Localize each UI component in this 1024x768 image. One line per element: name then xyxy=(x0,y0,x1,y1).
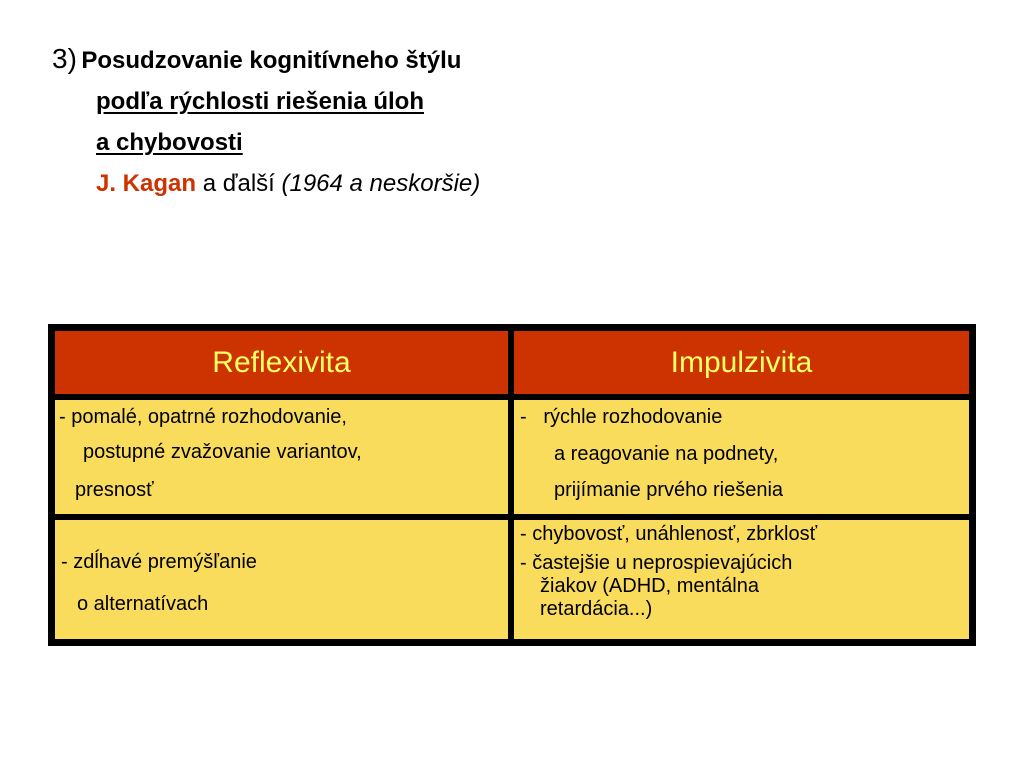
cell-line: presnosť xyxy=(75,479,154,501)
cell-line: retardácia...) xyxy=(540,598,653,620)
heading-author: J. Kagan xyxy=(96,170,197,197)
cell-line: o alternatívach xyxy=(77,593,209,615)
column-header-reflexivita: Reflexivita xyxy=(55,331,508,394)
cell-line: a reagovanie na podnety, xyxy=(554,443,779,465)
heading-line-3 xyxy=(52,124,480,165)
table-cell-reflexivita-1 xyxy=(55,400,508,514)
cell-line: - rýchle rozhodovanie xyxy=(520,406,723,428)
slide-heading xyxy=(52,40,480,206)
table-cell-impulzivita-2 xyxy=(514,520,969,639)
heading-years: (1964 a neskoršie) xyxy=(281,170,481,197)
heading-line-2 xyxy=(52,83,480,124)
cell-line: - zdĺhavé premýšľanie xyxy=(61,551,257,573)
cell-line: - pomalé, opatrné rozhodovanie, xyxy=(59,406,347,428)
cell-line: postupné zvažovanie variantov, xyxy=(83,441,362,463)
heading-line-1 xyxy=(52,40,480,83)
table-cell-impulzivita-1 xyxy=(514,400,969,514)
heading-line-4 xyxy=(52,165,480,206)
cell-line: - chybovosť, unáhlenosť, zbrklosť xyxy=(520,523,818,545)
table-cell-reflexivita-2 xyxy=(55,520,508,639)
heading-subtitle-1: podľa rýchlosti riešenia úloh xyxy=(96,88,424,115)
cell-line: - častejšie u neprospievajúcich xyxy=(520,552,793,574)
cell-line: prijímanie prvého riešenia xyxy=(554,479,784,501)
cell-line: žiakov (ADHD, mentálna xyxy=(540,575,759,597)
heading-author-suffix: a ďalší xyxy=(196,170,282,197)
heading-subtitle-2: a chybovosti xyxy=(96,129,243,156)
heading-title: Posudzovanie kognitívneho štýlu xyxy=(81,47,462,74)
heading-number: 3) xyxy=(52,43,77,74)
column-header-impulzivita: Impulzivita xyxy=(514,331,969,394)
comparison-table xyxy=(48,324,976,646)
